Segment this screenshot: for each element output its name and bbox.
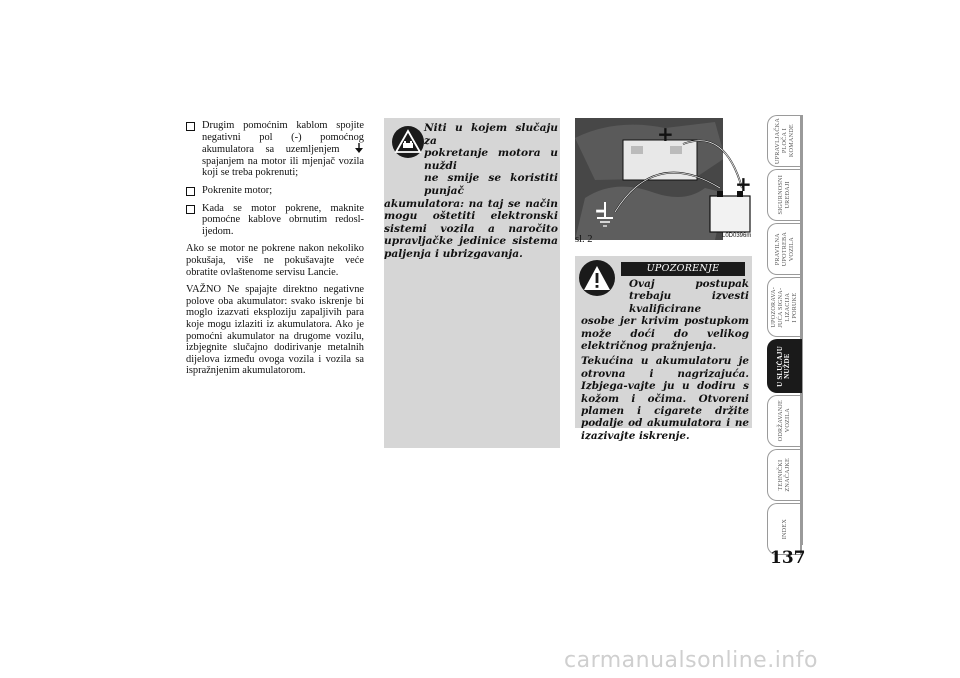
paragraph: Ako se motor ne pokrene nakon nekoliko pokušaja, više ne pokušavajte veće obratite ovlaštenome servisu Lancie. <box>186 243 364 278</box>
note-line: ne smije se koristiti punjač <box>424 172 558 197</box>
warning-panel <box>575 256 752 442</box>
warning-paragraph: Tekućina u akumulatoru je otrovna i nagrizajuća. Izbjega-vajte ju u dodiru s kožom i očima. Otvoreni plamen i cigarete držite podalje od akumulatora i ne izazivajte iskrenje. <box>581 355 749 442</box>
warning-paragraph <box>581 278 749 352</box>
tab-label: PRAVILNA UPOTREBA VOZILA <box>773 231 795 267</box>
watermark: carmanualsonline.info <box>564 648 818 673</box>
tab-label: SIGURNOSNI UREĐAJI <box>777 175 791 215</box>
jump-start-illustration <box>575 118 752 240</box>
tab-label: TEHNIČKI ZNAČAJKE <box>777 458 791 492</box>
bullet-item <box>186 185 364 197</box>
tab-label: U SLUČAJU NUŽDE <box>776 345 791 387</box>
bullet-text-continued: spajanjem na motor ili mjenjač vozila koji se treba pokrenuti; <box>202 155 364 179</box>
warning-line: osobe jer krivim postupkom može doći do velikog električnog pražnjenja. <box>581 315 749 353</box>
tab-dashboard[interactable] <box>767 115 802 167</box>
figure-caption: sl. 2 <box>575 234 593 245</box>
tab-label: ODRŽAVANJE VOZILA <box>777 400 791 442</box>
tab-maintenance[interactable] <box>767 395 802 447</box>
left-text-column <box>186 120 364 383</box>
tab-correct-use[interactable] <box>767 223 802 275</box>
tab-label: UPOZORAVA- JUĆA SIGNA- LIZACIJA I PORUKE <box>770 286 798 328</box>
bullet-text: Drugim pomoćnim kablom spojite negativni pol (-) pomoćnog akumulatora sa uzemljenjem <box>202 120 364 156</box>
ground-symbol-icon <box>354 143 364 153</box>
figure-code: L0D0396m <box>722 233 752 239</box>
tab-label: INDEX <box>780 518 788 540</box>
minus-sign: – <box>595 198 606 223</box>
bullet-text: Pokrenite motor; <box>202 184 273 196</box>
checkbox-bullet-icon <box>186 122 195 131</box>
bullet-item <box>186 120 364 179</box>
tab-emergency[interactable] <box>767 339 802 393</box>
note-line: Niti u kojem slučaju za <box>424 122 558 147</box>
warning-text <box>581 278 749 445</box>
tab-label: UPRAVLJAČKA PLOČA I KOMANDE <box>773 117 795 165</box>
note-panel <box>384 118 560 448</box>
bullet-text: Kada se motor pokrene, maknite pomoćne kablove obrnutim redosl-ijedom. <box>202 202 364 237</box>
checkbox-bullet-icon <box>186 205 195 214</box>
paragraph-important: VAŽNO Ne spajajte direktno negativne polove oba akumulator: svako iskrenje bi moglo izazvati eksploziju zapaljivih para koje mogu izlaziti iz akumulatora. Ako je pomoćni akumulator na drugome vozilu, izbjegnite slučajno dodirivanje metalnih dijelova između ovoga vozila i vozila sa ispražnjenim akumulatorom. <box>186 284 364 377</box>
note-line: pokretanje motora u nuždi <box>424 147 558 172</box>
warning-header: UPOZORENJE <box>621 262 745 276</box>
tab-technical[interactable] <box>767 449 802 501</box>
tab-warnings[interactable] <box>767 277 802 337</box>
plus-sign-upper: + <box>657 122 674 146</box>
note-text <box>384 122 558 261</box>
note-body: akumulatora: na taj se način mogu oštetiti elektronski sistemi vozila a naročito upravljačke jedinice sistema paljenja i ubrizgavanja. <box>384 197 558 260</box>
warning-line: Ovaj postupak trebaju izvesti kvalificirane <box>629 278 749 315</box>
page-number: 137 <box>770 548 806 568</box>
checkbox-bullet-icon <box>186 187 195 196</box>
bullet-item <box>186 203 364 238</box>
tab-safety[interactable] <box>767 169 802 221</box>
plus-sign-battery: + <box>735 172 752 196</box>
